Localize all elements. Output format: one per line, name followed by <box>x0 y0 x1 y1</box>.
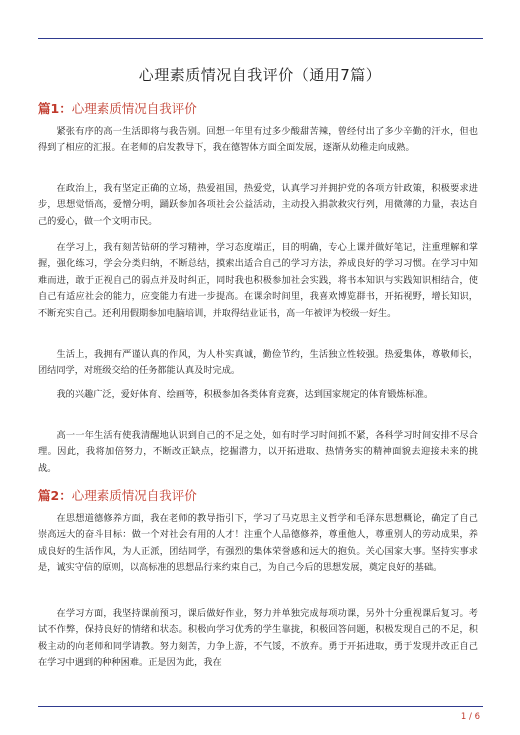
section-2-heading <box>38 486 197 504</box>
section-1-title: 心理素质情况自我评价 <box>71 101 197 116</box>
paragraph: 在学习方面，我坚持课前预习，课后做好作业，努力并单独完成每项功课，另外十分重视课后复习。考试不作弊，保持良好的情绪和状态。积极向学习优秀的学生靠拢，积极回答问题，积极发现自己的不足，积极主动的向老师和同学请教。努力刻苦，力争上游，不气馁，不放弃。勇于开拓进取，勇于发现并改正自己在学习中遇到的种种困难。正是因为此，我在 <box>38 608 478 669</box>
page-number: 1 / 6 <box>460 712 480 722</box>
section-1-number: 篇1： <box>38 101 72 116</box>
footer-rule <box>38 706 483 707</box>
paragraph: 紧张有序的高一生活即将与我告别。回想一年里有过多少酸甜苦辣，曾经付出了多少辛勤的汗水，但也得到了相应的汇报。在老师的启发教导下，我在德智体方面全面发展，逐渐从幼稚走向成熟。 <box>38 126 478 154</box>
paragraph: 高一一年生活有使我清醒地认识到自己的不足之处，如有时学习时间抓不紧，各科学习时间安排不尽合理。因此，我将加倍努力，不断改正缺点，挖掘潜力，以开拓进取、热情务实的精神面貌去迎接未来的挑战。 <box>38 430 478 474</box>
document-title: 心理素质情况自我评价（通用7篇） <box>138 66 382 84</box>
paragraph: 在政治上，我有坚定正确的立场，热爱祖国，热爱党，认真学习并拥护党的各项方针政策，积极要求进步，思想觉悟高，爱憎分明，踊跃参加各项社会公益活动，主动投入捐款救灾行列，用微薄的力量，表达自己的爱心，做一个文明市民。 <box>38 183 478 227</box>
paragraph: 我的兴趣广泛，爱好体育、绘画等，积极参加各类体育竞赛，达到国家规定的体育锻炼标准。 <box>56 389 434 400</box>
header-rule <box>38 38 483 39</box>
section-2-number: 篇2： <box>38 488 72 503</box>
section-2-title: 心理素质情况自我评价 <box>71 488 197 503</box>
paragraph: 在思想道德修养方面，我在老师的教导指引下，学习了马克思主义哲学和毛泽东思想概论，确定了自己崇高远大的奋斗目标：做一个对社会有用的人才！注重个人品德修养，尊重他人，尊重别人的劳动成果，养成良好的生活作风，为人正派，团结同学，有强烈的集体荣誉感和远大的抱负。关心国家大事。坚持实事求是，诚实守信的原则，以高标准的思想品行来约束自己，为自己今后的思想发展，奠定良好的基础。 <box>38 513 478 574</box>
section-1-heading <box>38 99 197 117</box>
paragraph: 生活上，我拥有严谨认真的作风，为人朴实真诚，勤俭节约，生活独立性较强。热爱集体，尊敬师长，团结同学，对班级交给的任务都能认真及时完成。 <box>38 349 478 377</box>
paragraph: 在学习上，我有刻苦钻研的学习精神，学习态度端正，目的明确，专心上课并做好笔记，注重理解和掌握，强化练习，学会分类归纳，不断总结，摸索出适合自己的学习方法，养成良好的学习习惯。在学习中知难而进，敢于正视自己的弱点并及时纠正，同时我也积极参加社会实践，将书本知识与实践知识相结合，使自己有适应社会的能力，应变能力有进一步提高。在课余时间里，我喜欢博览群书，开拓视野，增长知识，不断充实自己。还利用假期参加电脑培训，并取得结业证书，高一年被评为校级一好生。 <box>38 242 478 319</box>
